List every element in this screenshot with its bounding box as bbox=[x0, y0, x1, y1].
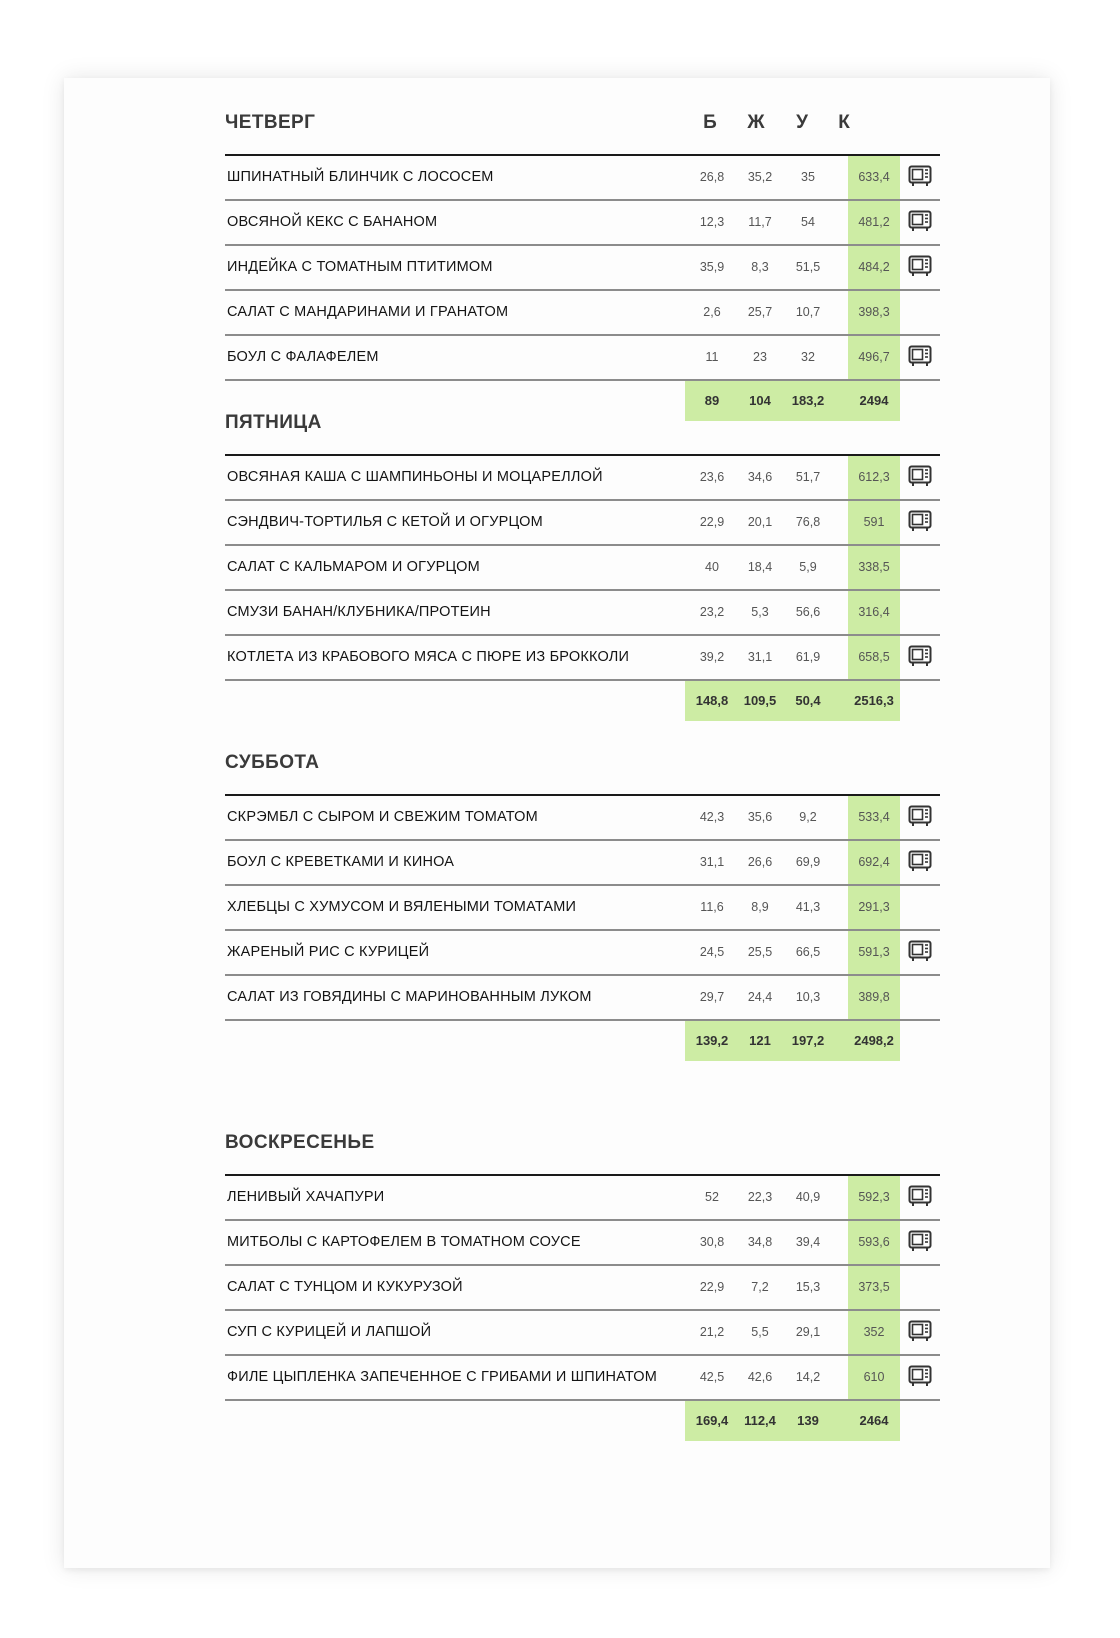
meal-name: СМУЗИ БАНАН/КЛУБНИКА/ПРОТЕИН bbox=[227, 604, 491, 620]
meal-row bbox=[225, 636, 940, 681]
meal-protein: 42,5 bbox=[699, 1370, 725, 1384]
meal-name: ЛЕНИВЫЙ ХАЧАПУРИ bbox=[227, 1189, 385, 1205]
microwave-icon bbox=[908, 645, 932, 667]
total-fat: 121 bbox=[749, 1033, 771, 1048]
meal-row bbox=[225, 456, 940, 501]
meal-carbs: 61,9 bbox=[795, 650, 821, 664]
microwave-icon bbox=[908, 850, 932, 872]
meal-row bbox=[225, 796, 940, 841]
meal-name: САЛАТ С МАНДАРИНАМИ И ГРАНАТОМ bbox=[227, 304, 509, 320]
meal-table bbox=[225, 454, 940, 721]
day-section bbox=[225, 1120, 940, 1441]
total-kcal: 2494 bbox=[859, 393, 889, 408]
day-title: ЧЕТВЕРГ bbox=[225, 112, 316, 133]
day-header bbox=[225, 1120, 940, 1174]
meal-fat: 34,8 bbox=[747, 1235, 773, 1249]
meal-kcal: 593,6 bbox=[858, 1235, 890, 1249]
meal-carbs: 29,1 bbox=[795, 1325, 821, 1339]
meal-row bbox=[225, 546, 940, 591]
meal-protein: 26,8 bbox=[699, 170, 725, 184]
day-title: ВОСКРЕСЕНЬЕ bbox=[225, 1132, 375, 1153]
meal-name: САЛАТ С КАЛЬМАРОМ И ОГУРЦОМ bbox=[227, 559, 480, 575]
microwave-icon bbox=[908, 255, 932, 277]
meal-row bbox=[225, 591, 940, 636]
meal-kcal: 316,4 bbox=[858, 605, 890, 619]
meal-row bbox=[225, 336, 940, 381]
meal-row bbox=[225, 1266, 940, 1311]
meal-kcal: 658,5 bbox=[858, 650, 890, 664]
total-carbs: 139 bbox=[797, 1413, 819, 1428]
meal-protein: 30,8 bbox=[699, 1235, 725, 1249]
day-section bbox=[225, 100, 940, 421]
microwave-icon bbox=[908, 345, 932, 367]
meal-protein: 22,9 bbox=[699, 1280, 725, 1294]
meal-kcal: 610 bbox=[863, 1370, 885, 1384]
microwave-icon bbox=[908, 510, 932, 532]
day-title: ПЯТНИЦА bbox=[225, 412, 322, 433]
meal-name: САЛАТ ИЗ ГОВЯДИНЫ С МАРИНОВАННЫМ ЛУКОМ bbox=[227, 989, 592, 1005]
meal-kcal: 612,3 bbox=[858, 470, 890, 484]
day-title: СУББОТА bbox=[225, 752, 320, 773]
meal-fat: 23 bbox=[753, 350, 767, 364]
meal-name: БОУЛ С ФАЛАФЕЛЕМ bbox=[227, 349, 379, 365]
day-section bbox=[225, 740, 940, 1061]
meal-protein: 23,6 bbox=[699, 470, 725, 484]
total-protein: 139,2 bbox=[695, 1033, 729, 1048]
meal-kcal: 484,2 bbox=[858, 260, 890, 274]
meal-kcal: 389,8 bbox=[858, 990, 890, 1004]
meal-protein: 21,2 bbox=[699, 1325, 725, 1339]
meal-protein: 35,9 bbox=[699, 260, 725, 274]
meal-name: КОТЛЕТА ИЗ КРАБОВОГО МЯСА С ПЮРЕ ИЗ БРОККОЛИ bbox=[227, 649, 630, 665]
meal-name: СЭНДВИЧ-ТОРТИЛЬЯ С КЕТОЙ И ОГУРЦОМ bbox=[227, 514, 543, 530]
total-fat: 104 bbox=[749, 393, 771, 408]
meal-fat: 26,6 bbox=[747, 855, 773, 869]
meal-name: ОВСЯНАЯ КАША С ШАМПИНЬОНЫ И МОЦАРЕЛЛОЙ bbox=[227, 469, 603, 485]
meal-name: ФИЛЕ ЦЫПЛЕНКА ЗАПЕЧЕННОЕ С ГРИБАМИ И ШПИНАТОМ bbox=[227, 1369, 658, 1385]
microwave-icon bbox=[908, 1230, 932, 1252]
meal-carbs: 9,2 bbox=[799, 810, 817, 824]
meal-protein: 12,3 bbox=[699, 215, 725, 229]
meal-protein: 42,3 bbox=[699, 810, 725, 824]
meal-kcal: 591 bbox=[863, 515, 885, 529]
meal-fat: 18,4 bbox=[747, 560, 773, 574]
meal-carbs: 54 bbox=[801, 215, 815, 229]
meal-protein: 31,1 bbox=[699, 855, 725, 869]
microwave-icon bbox=[908, 940, 932, 962]
total-protein: 89 bbox=[704, 393, 720, 408]
meal-fat: 34,6 bbox=[747, 470, 773, 484]
meal-carbs: 51,7 bbox=[795, 470, 821, 484]
meal-name: БОУЛ С КРЕВЕТКАМИ И КИНОА bbox=[227, 854, 455, 870]
meal-table bbox=[225, 154, 940, 421]
meal-carbs: 32 bbox=[801, 350, 815, 364]
meal-kcal: 533,4 bbox=[858, 810, 890, 824]
meal-row bbox=[225, 1356, 940, 1401]
total-carbs: 197,2 bbox=[791, 1033, 825, 1048]
meal-protein: 23,2 bbox=[699, 605, 725, 619]
meal-carbs: 69,9 bbox=[795, 855, 821, 869]
meal-carbs: 10,3 bbox=[795, 990, 821, 1004]
meal-fat: 22,3 bbox=[747, 1190, 773, 1204]
meal-carbs: 41,3 bbox=[795, 900, 821, 914]
meal-fat: 8,3 bbox=[751, 260, 769, 274]
meal-fat: 35,2 bbox=[747, 170, 773, 184]
total-kcal: 2464 bbox=[859, 1413, 889, 1428]
meal-name: ШПИНАТНЫЙ БЛИНЧИК С ЛОСОСЕМ bbox=[227, 169, 494, 185]
meal-name: СКРЭМБЛ С СЫРОМ И СВЕЖИМ ТОМАТОМ bbox=[227, 809, 538, 825]
meal-carbs: 35 bbox=[801, 170, 815, 184]
meal-table bbox=[225, 1174, 940, 1441]
meal-carbs: 14,2 bbox=[795, 1370, 821, 1384]
meal-fat: 31,1 bbox=[747, 650, 773, 664]
meal-fat: 24,4 bbox=[747, 990, 773, 1004]
meal-row bbox=[225, 1221, 940, 1266]
meal-kcal: 633,4 bbox=[858, 170, 890, 184]
day-totals bbox=[685, 1021, 900, 1061]
day-totals bbox=[685, 1401, 900, 1441]
meal-kcal: 692,4 bbox=[858, 855, 890, 869]
total-protein: 169,4 bbox=[695, 1413, 729, 1428]
meal-row bbox=[225, 1176, 940, 1221]
meal-kcal: 338,5 bbox=[858, 560, 890, 574]
meal-fat: 5,3 bbox=[751, 605, 769, 619]
microwave-icon bbox=[908, 210, 932, 232]
meal-protein: 39,2 bbox=[699, 650, 725, 664]
meal-carbs: 51,5 bbox=[795, 260, 821, 274]
meal-carbs: 76,8 bbox=[795, 515, 821, 529]
meal-carbs: 10,7 bbox=[795, 305, 821, 319]
meal-name: САЛАТ С ТУНЦОМ И КУКУРУЗОЙ bbox=[227, 1279, 463, 1295]
day-totals bbox=[685, 681, 900, 721]
total-carbs: 183,2 bbox=[791, 393, 825, 408]
meal-carbs: 15,3 bbox=[795, 1280, 821, 1294]
meal-protein: 11 bbox=[705, 350, 719, 364]
meal-name: МИТБОЛЫ С КАРТОФЕЛЕМ В ТОМАТНОМ СОУСЕ bbox=[227, 1234, 581, 1250]
meal-protein: 24,5 bbox=[699, 945, 725, 959]
total-carbs: 50,4 bbox=[795, 693, 821, 708]
meal-kcal: 398,3 bbox=[858, 305, 890, 319]
meal-fat: 25,7 bbox=[747, 305, 773, 319]
meal-fat: 42,6 bbox=[747, 1370, 773, 1384]
meal-kcal: 373,5 bbox=[858, 1280, 890, 1294]
col-head-fat: Ж bbox=[747, 112, 765, 133]
meal-fat: 11,7 bbox=[748, 215, 772, 229]
total-kcal: 2516,3 bbox=[854, 693, 894, 708]
meal-row bbox=[225, 886, 940, 931]
col-head-protein: Б bbox=[703, 112, 717, 133]
meal-protein: 29,7 bbox=[699, 990, 725, 1004]
meal-row bbox=[225, 201, 940, 246]
day-section bbox=[225, 400, 940, 721]
meal-protein: 2,6 bbox=[703, 305, 721, 319]
meal-protein: 11,6 bbox=[700, 900, 724, 914]
meal-row bbox=[225, 246, 940, 291]
meal-fat: 20,1 bbox=[747, 515, 773, 529]
microwave-icon bbox=[908, 1185, 932, 1207]
meal-name: ХЛЕБЦЫ С ХУМУСОМ И ВЯЛЕНЫМИ ТОМАТАМИ bbox=[227, 899, 577, 915]
day-totals bbox=[685, 381, 900, 421]
microwave-icon bbox=[908, 805, 932, 827]
meal-kcal: 592,3 bbox=[858, 1190, 890, 1204]
total-fat: 112,4 bbox=[744, 1413, 776, 1428]
microwave-icon bbox=[908, 465, 932, 487]
meal-carbs: 39,4 bbox=[795, 1235, 821, 1249]
meal-fat: 35,6 bbox=[747, 810, 773, 824]
meal-row bbox=[225, 1311, 940, 1356]
meal-fat: 25,5 bbox=[747, 945, 773, 959]
meal-carbs: 56,6 bbox=[795, 605, 821, 619]
meal-kcal: 496,7 bbox=[858, 350, 890, 364]
col-head-kcal: К bbox=[838, 112, 850, 133]
meal-protein: 40 bbox=[705, 560, 719, 574]
meal-fat: 5,5 bbox=[751, 1325, 769, 1339]
meal-kcal: 291,3 bbox=[858, 900, 890, 914]
day-header bbox=[225, 100, 940, 154]
meal-row bbox=[225, 931, 940, 976]
meal-fat: 8,9 bbox=[751, 900, 769, 914]
meal-kcal: 481,2 bbox=[858, 215, 890, 229]
total-protein: 148,8 bbox=[695, 693, 729, 708]
meal-kcal: 591,3 bbox=[858, 945, 890, 959]
meal-row bbox=[225, 156, 940, 201]
col-head-carbs: У bbox=[796, 112, 808, 133]
meal-row bbox=[225, 841, 940, 886]
meal-name: ОВСЯНОЙ КЕКС С БАНАНОМ bbox=[227, 214, 438, 230]
meal-protein: 22,9 bbox=[699, 515, 725, 529]
meal-name: ИНДЕЙКА С ТОМАТНЫМ ПТИТИМОМ bbox=[227, 259, 493, 275]
microwave-icon bbox=[908, 165, 932, 187]
day-header bbox=[225, 740, 940, 794]
meal-row bbox=[225, 291, 940, 336]
meal-carbs: 66,5 bbox=[795, 945, 821, 959]
total-kcal: 2498,2 bbox=[854, 1033, 894, 1048]
meal-row bbox=[225, 976, 940, 1021]
meal-carbs: 40,9 bbox=[795, 1190, 821, 1204]
meal-fat: 7,2 bbox=[751, 1280, 769, 1294]
meal-table bbox=[225, 794, 940, 1061]
meal-kcal: 352 bbox=[863, 1325, 885, 1339]
meal-name: СУП С КУРИЦЕЙ И ЛАПШОЙ bbox=[227, 1324, 432, 1340]
microwave-icon bbox=[908, 1320, 932, 1342]
meal-name: ЖАРЕНЫЙ РИС С КУРИЦЕЙ bbox=[227, 944, 430, 960]
meal-row bbox=[225, 501, 940, 546]
meal-carbs: 5,9 bbox=[799, 560, 817, 574]
total-fat: 109,5 bbox=[743, 693, 777, 708]
meal-protein: 52 bbox=[705, 1190, 719, 1204]
microwave-icon bbox=[908, 1365, 932, 1387]
